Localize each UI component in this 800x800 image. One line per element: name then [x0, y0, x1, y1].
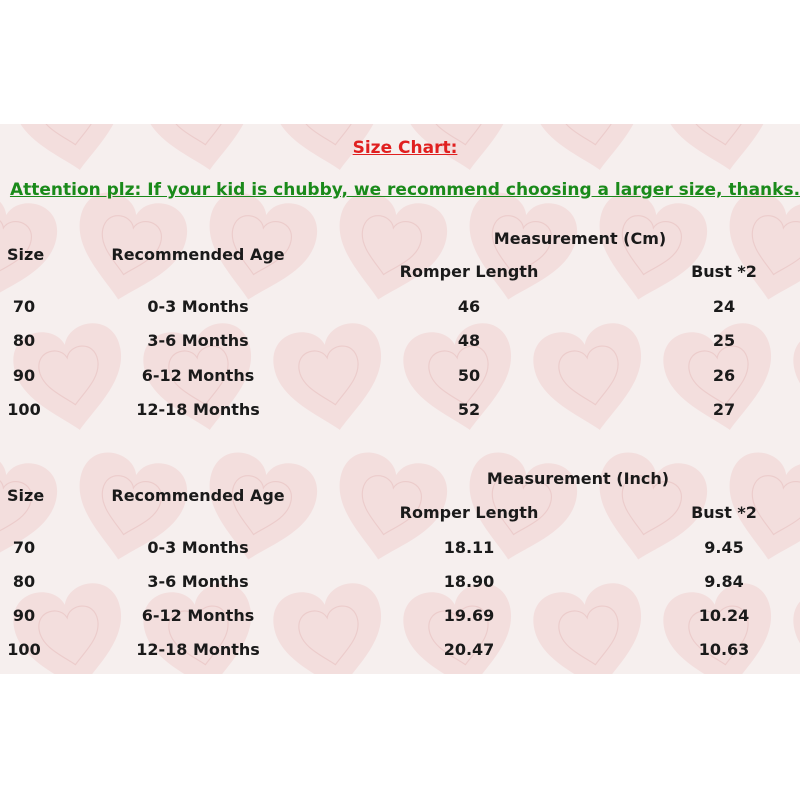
- cell-age: 6-12 Months: [141, 366, 255, 385]
- heart-pattern: [0, 124, 800, 674]
- cell-bust: 10.24: [698, 606, 750, 625]
- cell-size: 90: [12, 366, 36, 385]
- column-header-age: Recommended Age: [111, 245, 285, 264]
- cell-bust: 27: [712, 400, 736, 419]
- column-header-age: Recommended Age: [111, 486, 285, 505]
- cell-size: 80: [12, 331, 36, 350]
- cell-romper-length: 52: [457, 400, 481, 419]
- measurement-header: Measurement (Inch): [486, 469, 670, 488]
- cell-romper-length: 20.47: [443, 640, 495, 659]
- measurement-header: Measurement (Cm): [493, 229, 667, 248]
- heart-icon: [715, 187, 800, 310]
- heart-icon: [325, 187, 452, 310]
- cell-age: 6-12 Months: [141, 606, 255, 625]
- heart-icon: [529, 319, 653, 439]
- cell-size: 80: [12, 572, 36, 591]
- heart-icon: [659, 579, 783, 674]
- heart-icon: [0, 579, 3, 674]
- heart-icon: [269, 579, 393, 674]
- heart-icon: [9, 579, 133, 674]
- heart-icon: [529, 579, 653, 674]
- cell-romper-length: 50: [457, 366, 481, 385]
- heart-icon: [399, 579, 523, 674]
- cell-size: 100: [7, 400, 41, 419]
- cell-romper-length: 19.69: [443, 606, 495, 625]
- cell-age: 12-18 Months: [136, 640, 260, 659]
- heart-icon: [529, 124, 653, 179]
- heart-icon: [0, 124, 3, 179]
- cell-age: 12-18 Months: [136, 400, 260, 419]
- cell-romper-length: 18.90: [443, 572, 495, 591]
- cell-romper-length: 48: [457, 331, 481, 350]
- heart-icon: [455, 187, 582, 310]
- attention-note: Attention plz: If your kid is chubby, we recommend choosing a larger size, thanks.: [9, 180, 800, 200]
- column-header-bust: Bust *2: [691, 262, 757, 281]
- heart-icon: [789, 319, 800, 439]
- cell-romper-length: 18.11: [443, 538, 495, 557]
- cell-age: 0-3 Months: [147, 538, 249, 557]
- background-panel: [0, 124, 800, 674]
- heart-icon: [139, 579, 263, 674]
- column-header-bust: Bust *2: [691, 503, 757, 522]
- heart-icon: [269, 319, 393, 439]
- column-header-romper-length: Romper Length: [399, 503, 539, 522]
- cell-bust: 10.63: [698, 640, 750, 659]
- cell-romper-length: 46: [457, 297, 481, 316]
- cell-bust: 25: [712, 331, 736, 350]
- heart-icon: [789, 124, 800, 179]
- heart-icon: [585, 187, 712, 310]
- cell-bust: 9.84: [704, 572, 744, 591]
- page-title: Size Chart:: [352, 138, 458, 158]
- cell-age: 3-6 Months: [147, 331, 249, 350]
- cell-bust: 9.45: [704, 538, 744, 557]
- cell-age: 3-6 Months: [147, 572, 249, 591]
- cell-bust: 24: [712, 297, 736, 316]
- cell-age: 0-3 Months: [147, 297, 249, 316]
- cell-bust: 26: [712, 366, 736, 385]
- heart-icon: [659, 124, 783, 179]
- cell-size: 70: [12, 297, 36, 316]
- heart-icon: [0, 319, 3, 439]
- cell-size: 70: [12, 538, 36, 557]
- column-header-romper-length: Romper Length: [399, 262, 539, 281]
- cell-size: 100: [7, 640, 41, 659]
- column-header-size: Size: [7, 486, 45, 505]
- heart-icon: [789, 579, 800, 674]
- cell-size: 90: [12, 606, 36, 625]
- heart-icon: [9, 124, 133, 179]
- heart-icon: [139, 124, 263, 179]
- column-header-size: Size: [7, 245, 45, 264]
